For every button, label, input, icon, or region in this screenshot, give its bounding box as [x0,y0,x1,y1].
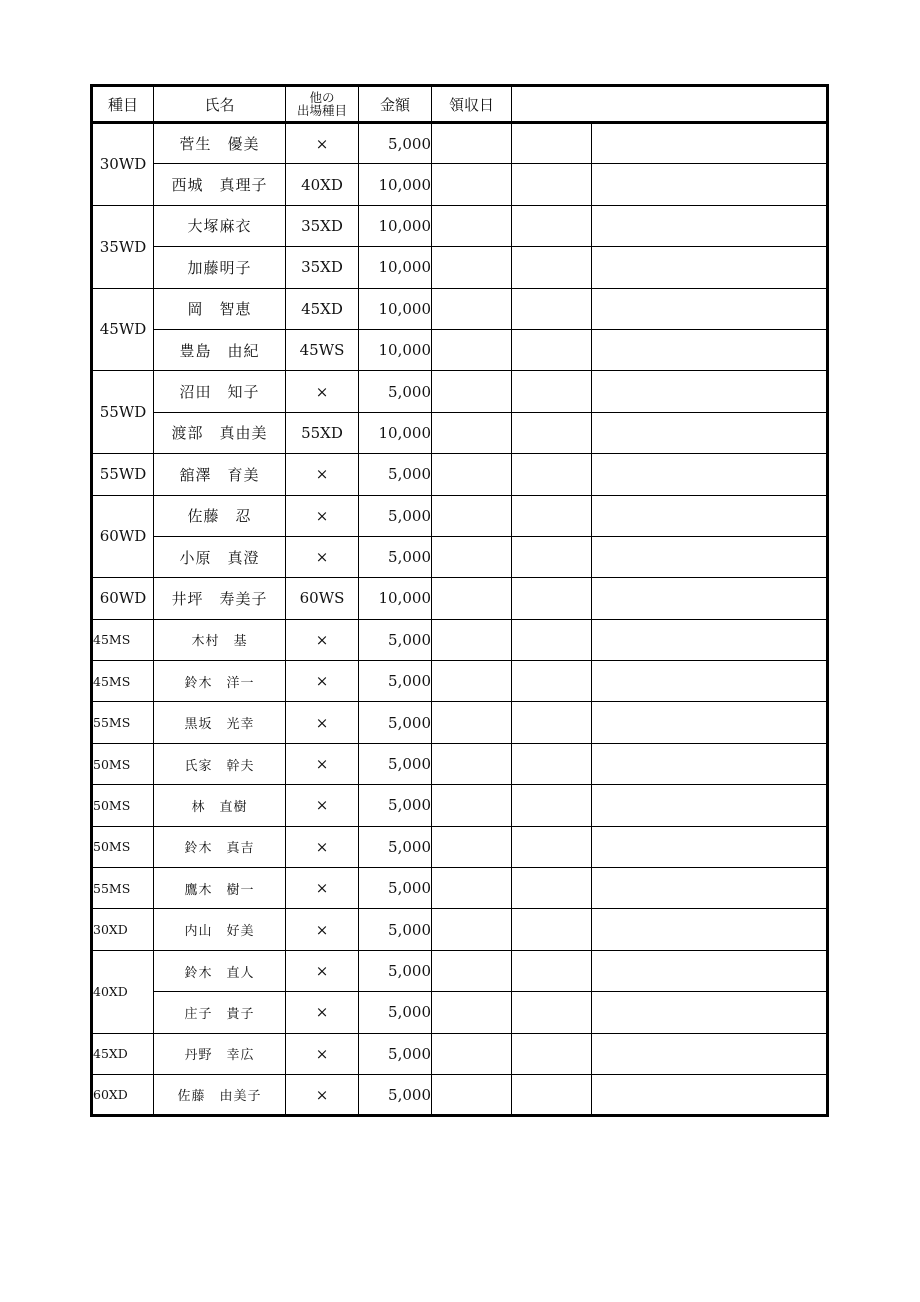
event-cell: 50MS [92,785,154,826]
table-row [92,205,828,246]
header-other-events [286,86,359,123]
blank-cell-a [512,743,592,784]
amount-cell: 10,000 [359,164,432,205]
table-row [92,1033,828,1074]
blank-cell-b [592,454,828,495]
amount-cell: 10,000 [359,329,432,370]
blank-cell-b [592,536,828,577]
receipt-date-cell [432,950,512,991]
blank-cell-a [512,619,592,660]
blank-cell-a [512,992,592,1033]
blank-cell-b [592,288,828,329]
other-event-cell: × [286,371,359,412]
receipt-date-cell [432,495,512,536]
event-cell: 40XD [92,950,154,1033]
other-event-cell: × [286,661,359,702]
blank-cell-b [592,826,828,867]
other-event-cell: 45XD [286,288,359,329]
blank-cell-b [592,992,828,1033]
other-event-cell: 40XD [286,164,359,205]
event-cell: 60WD [92,495,154,578]
blank-cell-b [592,578,828,619]
blank-cell-a [512,909,592,950]
other-event-cell: × [286,495,359,536]
receipt-date-cell [432,1074,512,1115]
other-event-cell: × [286,123,359,164]
blank-cell-b [592,205,828,246]
table-row [92,371,828,412]
receipt-date-cell [432,1033,512,1074]
receipt-date-cell [432,909,512,950]
name-cell: 大塚麻衣 [154,205,286,246]
header-receipt-date: 領収日 [432,86,512,123]
event-cell: 60WD [92,578,154,619]
blank-cell-b [592,909,828,950]
blank-cell-b [592,329,828,370]
table-row [92,454,828,495]
event-cell: 45MS [92,661,154,702]
other-event-cell: × [286,826,359,867]
entry-fee-table [90,84,829,1117]
receipt-date-cell [432,371,512,412]
name-cell: 菅生 優美 [154,123,286,164]
amount-cell: 5,000 [359,702,432,743]
amount-cell: 10,000 [359,288,432,329]
blank-cell-b [592,702,828,743]
other-event-cell: 35XD [286,247,359,288]
blank-cell-a [512,454,592,495]
table-row [92,329,828,370]
blank-cell-a [512,205,592,246]
name-cell: 内山 好美 [154,909,286,950]
name-cell: 岡 智恵 [154,288,286,329]
blank-cell-b [592,1074,828,1115]
name-cell: 沼田 知子 [154,371,286,412]
blank-cell-b [592,123,828,164]
other-event-cell: 45WS [286,329,359,370]
amount-cell: 5,000 [359,536,432,577]
blank-cell-b [592,868,828,909]
blank-cell-a [512,826,592,867]
name-cell: 林 直樹 [154,785,286,826]
blank-cell-b [592,661,828,702]
blank-cell-b [592,412,828,453]
amount-cell: 10,000 [359,578,432,619]
amount-cell: 5,000 [359,909,432,950]
name-cell: 庄子 貴子 [154,992,286,1033]
event-cell: 45XD [92,1033,154,1074]
event-cell: 50MS [92,826,154,867]
blank-cell-a [512,702,592,743]
event-cell: 55WD [92,454,154,495]
other-event-cell: × [286,619,359,660]
amount-cell: 10,000 [359,412,432,453]
other-event-cell: × [286,1074,359,1115]
other-event-cell: 60WS [286,578,359,619]
blank-cell-b [592,164,828,205]
event-cell: 45MS [92,619,154,660]
receipt-date-cell [432,619,512,660]
receipt-date-cell [432,205,512,246]
name-cell: 佐藤 由美子 [154,1074,286,1115]
header-row [92,86,828,123]
name-cell: 井坪 寿美子 [154,578,286,619]
name-cell: 黒坂 光幸 [154,702,286,743]
event-cell: 55MS [92,868,154,909]
name-cell: 佐藤 忍 [154,495,286,536]
blank-cell-b [592,950,828,991]
blank-cell-a [512,288,592,329]
blank-cell-b [592,371,828,412]
receipt-date-cell [432,868,512,909]
header-name: 氏名 [154,86,286,123]
amount-cell: 5,000 [359,1074,432,1115]
blank-cell-b [592,785,828,826]
blank-cell-a [512,868,592,909]
receipt-date-cell [432,329,512,370]
name-cell: 鈴木 真吉 [154,826,286,867]
table-row [92,702,828,743]
name-cell: 氏家 幹夫 [154,743,286,784]
amount-cell: 5,000 [359,826,432,867]
table-row [92,495,828,536]
other-event-cell: 55XD [286,412,359,453]
amount-cell: 5,000 [359,992,432,1033]
amount-cell: 5,000 [359,123,432,164]
event-cell: 30XD [92,909,154,950]
amount-cell: 5,000 [359,868,432,909]
other-event-cell: × [286,909,359,950]
blank-cell-a [512,661,592,702]
receipt-date-cell [432,702,512,743]
other-event-cell: × [286,992,359,1033]
receipt-date-cell [432,743,512,784]
amount-cell: 5,000 [359,371,432,412]
name-cell: 舘澤 育美 [154,454,286,495]
other-event-cell: 35XD [286,205,359,246]
blank-cell-b [592,619,828,660]
table-row [92,992,828,1033]
header-blank [512,86,828,123]
amount-cell: 5,000 [359,1033,432,1074]
table-body [92,123,828,1116]
table-row [92,164,828,205]
other-event-cell: × [286,743,359,784]
blank-cell-a [512,123,592,164]
amount-cell: 5,000 [359,950,432,991]
event-cell: 55MS [92,702,154,743]
name-cell: 加藤明子 [154,247,286,288]
amount-cell: 10,000 [359,205,432,246]
table-row [92,412,828,453]
receipt-date-cell [432,247,512,288]
other-event-cell: × [286,950,359,991]
name-cell: 豊島 由紀 [154,329,286,370]
event-cell: 30WD [92,123,154,206]
header-event: 種目 [92,86,154,123]
table-row [92,826,828,867]
table-row [92,909,828,950]
blank-cell-b [592,743,828,784]
name-cell: 鷹木 樹一 [154,868,286,909]
event-cell: 60XD [92,1074,154,1115]
table-row [92,247,828,288]
blank-cell-a [512,1074,592,1115]
table-row [92,785,828,826]
receipt-date-cell [432,454,512,495]
receipt-date-cell [432,826,512,867]
table-row [92,288,828,329]
blank-cell-a [512,950,592,991]
blank-cell-a [512,1033,592,1074]
amount-cell: 5,000 [359,454,432,495]
receipt-date-cell [432,288,512,329]
blank-cell-b [592,1033,828,1074]
table-row [92,578,828,619]
header-amount: 金額 [359,86,432,123]
table-row [92,868,828,909]
event-cell: 45WD [92,288,154,371]
receipt-date-cell [432,785,512,826]
other-event-cell: × [286,454,359,495]
other-event-cell: × [286,1033,359,1074]
table-row [92,661,828,702]
other-event-cell: × [286,702,359,743]
blank-cell-b [592,247,828,288]
table-row [92,619,828,660]
receipt-date-cell [432,536,512,577]
other-event-cell: × [286,785,359,826]
blank-cell-a [512,578,592,619]
other-event-cell: × [286,536,359,577]
amount-cell: 5,000 [359,785,432,826]
name-cell: 鈴木 洋一 [154,661,286,702]
name-cell: 渡部 真由美 [154,412,286,453]
table-row [92,743,828,784]
table-row [92,950,828,991]
blank-cell-a [512,785,592,826]
name-cell: 西城 真理子 [154,164,286,205]
blank-cell-a [512,329,592,370]
amount-cell: 5,000 [359,495,432,536]
blank-cell-b [592,495,828,536]
blank-cell-a [512,371,592,412]
event-cell: 55WD [92,371,154,454]
amount-cell: 10,000 [359,247,432,288]
receipt-date-cell [432,661,512,702]
receipt-date-cell [432,164,512,205]
name-cell: 木村 基 [154,619,286,660]
table-row [92,536,828,577]
amount-cell: 5,000 [359,743,432,784]
table-row [92,123,828,164]
event-cell: 35WD [92,205,154,288]
receipt-date-cell [432,992,512,1033]
blank-cell-a [512,164,592,205]
amount-cell: 5,000 [359,619,432,660]
receipt-date-cell [432,578,512,619]
name-cell: 小原 真澄 [154,536,286,577]
header-other-line1: 他の [309,90,335,105]
table-row [92,1074,828,1115]
blank-cell-a [512,495,592,536]
receipt-date-cell [432,412,512,453]
blank-cell-a [512,412,592,453]
blank-cell-a [512,536,592,577]
name-cell: 鈴木 直人 [154,950,286,991]
receipt-date-cell [432,123,512,164]
blank-cell-a [512,247,592,288]
event-cell: 50MS [92,743,154,784]
other-event-cell: × [286,868,359,909]
name-cell: 丹野 幸広 [154,1033,286,1074]
amount-cell: 5,000 [359,661,432,702]
header-other-line2: 出場種目 [296,103,347,118]
